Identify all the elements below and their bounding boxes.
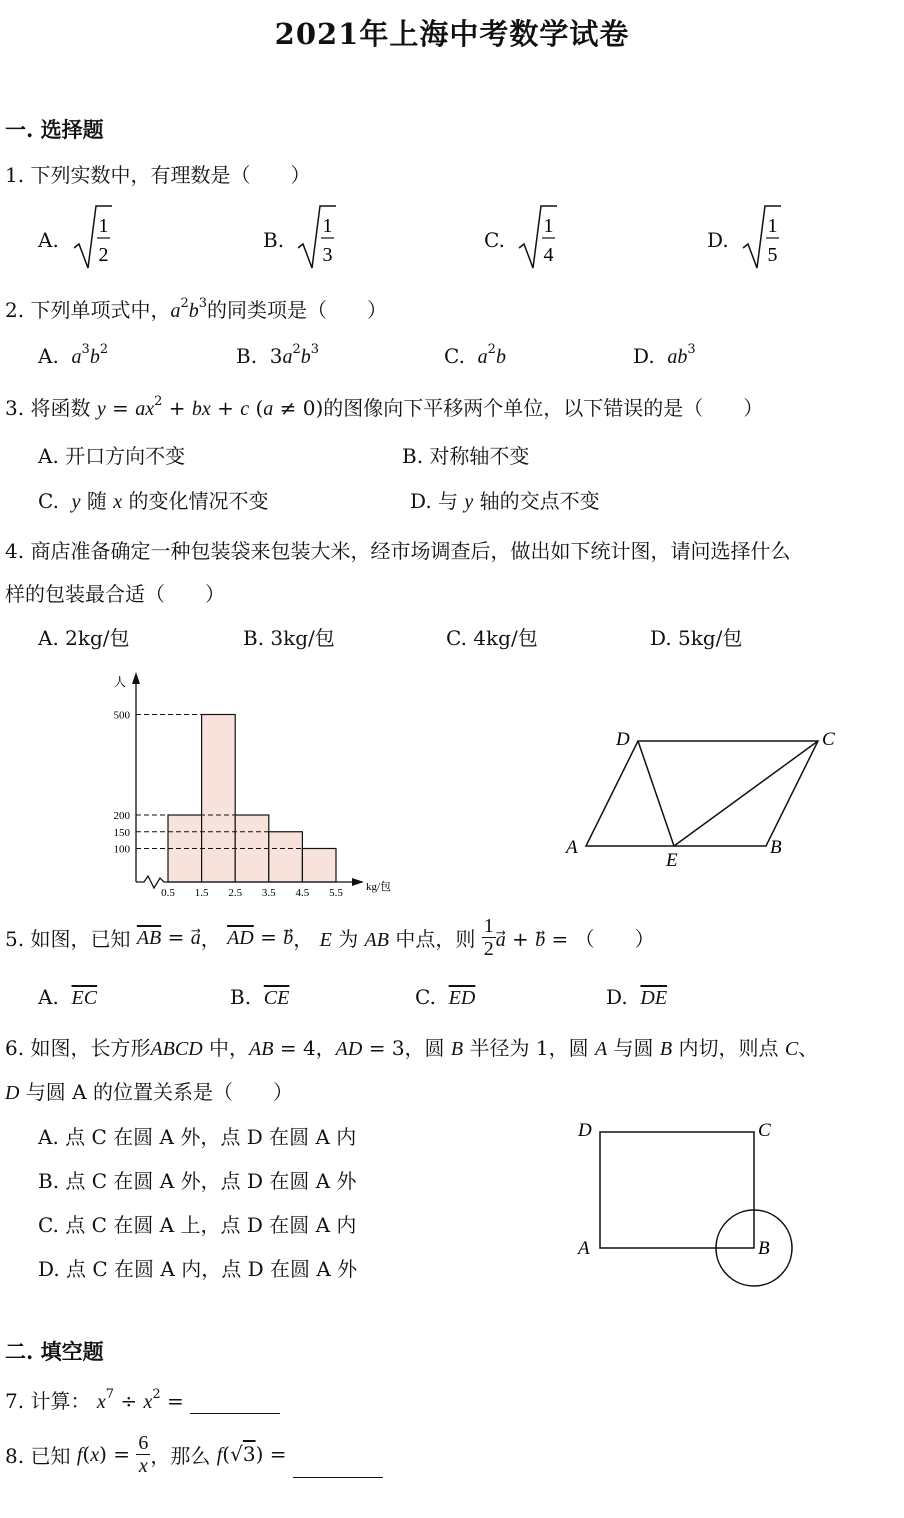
histogram-x-label: kg/包 bbox=[366, 881, 392, 893]
q1-option-c: C. bbox=[484, 228, 505, 252]
histogram-y-tick-label: 500 bbox=[113, 709, 130, 722]
q6-option-c: C. 点 C 在圆 A 上，点 D 在圆 A 内 bbox=[38, 1213, 357, 1237]
question-7: 7. 计算： $x^7 \div x^2$ = bbox=[5, 1385, 280, 1414]
q3-option-b: B. 对称轴不变 bbox=[402, 444, 530, 468]
svg-text:1: 1 bbox=[543, 215, 554, 237]
label-c: C bbox=[758, 1120, 771, 1141]
parallelogram-abcd bbox=[586, 741, 818, 846]
histogram-bar bbox=[269, 832, 303, 882]
histogram-bar bbox=[202, 715, 236, 883]
label-b: B bbox=[770, 837, 782, 858]
q1-option-b-sqrt bbox=[296, 202, 338, 274]
label-b: B bbox=[758, 1238, 770, 1259]
section-heading-fill: 二. 填空题 bbox=[5, 1339, 104, 1364]
q1-option-d-sqrt bbox=[741, 202, 783, 274]
svg-text:2: 2 bbox=[98, 244, 109, 266]
page-title: 2021年上海中考数学试卷 bbox=[274, 17, 630, 51]
question-1-stem: 1. 下列实数中，有理数是（ ） bbox=[5, 163, 311, 187]
question-6-line-1: 6. 如图，长方形ABCD 中，AB = 4，AD = 3，圆 B 半径为 1，圆 A 与圆 B 内切，则点 C、 bbox=[5, 1036, 819, 1060]
svg-text:4: 4 bbox=[543, 244, 554, 266]
q6-option-b: B. 点 C 在圆 A 外，点 D 在圆 A 外 bbox=[38, 1169, 357, 1193]
svg-text:1: 1 bbox=[767, 215, 778, 237]
q6-option-a: A. 点 C 在圆 A 外，点 D 在圆 A 内 bbox=[38, 1125, 357, 1149]
q5-option-a: A. $\overline{EC}$ bbox=[38, 985, 98, 1009]
label-d: D bbox=[578, 1120, 592, 1141]
question-4-line-1: 4. 商店准备确定一种包装袋来包装大米，经市场调查后，做出如下统计图，请问选择什么 bbox=[5, 539, 791, 563]
label-c: C bbox=[822, 729, 835, 750]
label-a: A bbox=[566, 837, 578, 858]
histogram-x-tick-label: 5.5 bbox=[329, 887, 343, 899]
histogram-y-tick-label: 150 bbox=[113, 826, 130, 839]
histogram-x-tick-label: 0.5 bbox=[161, 887, 175, 899]
histogram-x-tick-label: 2.5 bbox=[228, 887, 243, 899]
q1-option-d: D. bbox=[707, 228, 729, 252]
q2-option-d: D. $ab^3$ bbox=[633, 342, 696, 368]
q3-option-c: C. y 随 x 的变化情况不变 bbox=[38, 489, 269, 513]
q2-option-a: A. $a^3b^2$ bbox=[38, 342, 109, 368]
rectangle-abcd bbox=[600, 1132, 754, 1248]
answer-blank-8[interactable] bbox=[293, 1459, 383, 1478]
histogram-x-tick-label: 1.5 bbox=[194, 887, 209, 899]
question-3-stem: 3. 将函数 $y = ax^2$ + bx + c (a ≠ 0)的图像向下平移两个单位，以下错误的是（ ） bbox=[5, 394, 764, 420]
q4-option-c: C. 4kg/包 bbox=[446, 626, 538, 650]
q1-option-a-sqrt bbox=[72, 202, 114, 274]
q2-option-c: C. $a^2b$ bbox=[444, 342, 506, 368]
answer-blank-7[interactable] bbox=[190, 1395, 280, 1414]
question-2-stem: 2. 下列单项式中，$a^2b^3$的同类项是（ ） bbox=[5, 296, 388, 322]
q6-option-d: D. 点 C 在圆 A 内，点 D 在圆 A 外 bbox=[38, 1257, 358, 1281]
q1-option-c-sqrt bbox=[517, 202, 559, 274]
label-e: E bbox=[666, 850, 678, 871]
svg-text:1: 1 bbox=[98, 215, 109, 237]
histogram-x-tick-label: 3.5 bbox=[261, 887, 276, 899]
histogram-y-tick-label: 200 bbox=[113, 810, 130, 822]
x-axis-arrow bbox=[352, 878, 364, 886]
q4-option-a: A. 2kg/包 bbox=[38, 626, 130, 650]
y-axis-arrow bbox=[132, 672, 140, 684]
q3-option-a: A. 开口方向不变 bbox=[38, 444, 186, 468]
label-a: A bbox=[578, 1238, 590, 1259]
q1-option-b: B. bbox=[263, 228, 285, 252]
parallelogram-figure bbox=[558, 722, 848, 872]
question-8: 8. 已知 f(x) = $\frac{6}{x}$ ，那么 f(√3) = bbox=[5, 1432, 383, 1492]
histogram-y-tick-label: 100 bbox=[113, 843, 130, 856]
q3-option-d: D. 与 y 轴的交点不变 bbox=[410, 489, 600, 513]
question-6-line-2: D 与圆 A 的位置关系是（ ） bbox=[5, 1080, 293, 1104]
svg-text:3: 3 bbox=[322, 244, 333, 266]
q5-option-b: B. $\overline{CE}$ bbox=[230, 985, 290, 1009]
histogram-y-label: 人 bbox=[114, 675, 127, 689]
histogram-bar bbox=[302, 849, 336, 883]
svg-text:1: 1 bbox=[322, 215, 333, 237]
section-heading-choice: 一. 选择题 bbox=[5, 117, 104, 142]
svg-text:5: 5 bbox=[767, 244, 778, 266]
q5-option-d: D. $\overline{DE}$ bbox=[606, 985, 668, 1009]
label-d: D bbox=[616, 729, 630, 750]
segment-de bbox=[638, 741, 674, 846]
q4-option-b: B. 3kg/包 bbox=[243, 626, 335, 650]
q5-option-c: C. $\overline{ED}$ bbox=[415, 985, 476, 1009]
q4-option-d: D. 5kg/包 bbox=[650, 626, 743, 650]
histogram-x-tick-label: 4.5 bbox=[295, 887, 310, 899]
q2-option-b: B. $3a^2b^3$ bbox=[236, 342, 320, 368]
q1-option-a: A. bbox=[38, 228, 59, 252]
question-4-line-2: 样的包装最合适（ ） bbox=[5, 582, 225, 606]
histogram-chart bbox=[100, 668, 410, 900]
question-1-options bbox=[0, 200, 904, 280]
segment-ec bbox=[674, 741, 818, 846]
question-5-stem: 5. 如图，已知 $\overline{AB} = a$， $\overline{AD} = b$， E 为 AB 中点，则 $\frac{1}{2}$ a⃗ + b⃗ = （ ） bbox=[5, 915, 655, 960]
rectangle-circle-figure bbox=[570, 1110, 810, 1290]
